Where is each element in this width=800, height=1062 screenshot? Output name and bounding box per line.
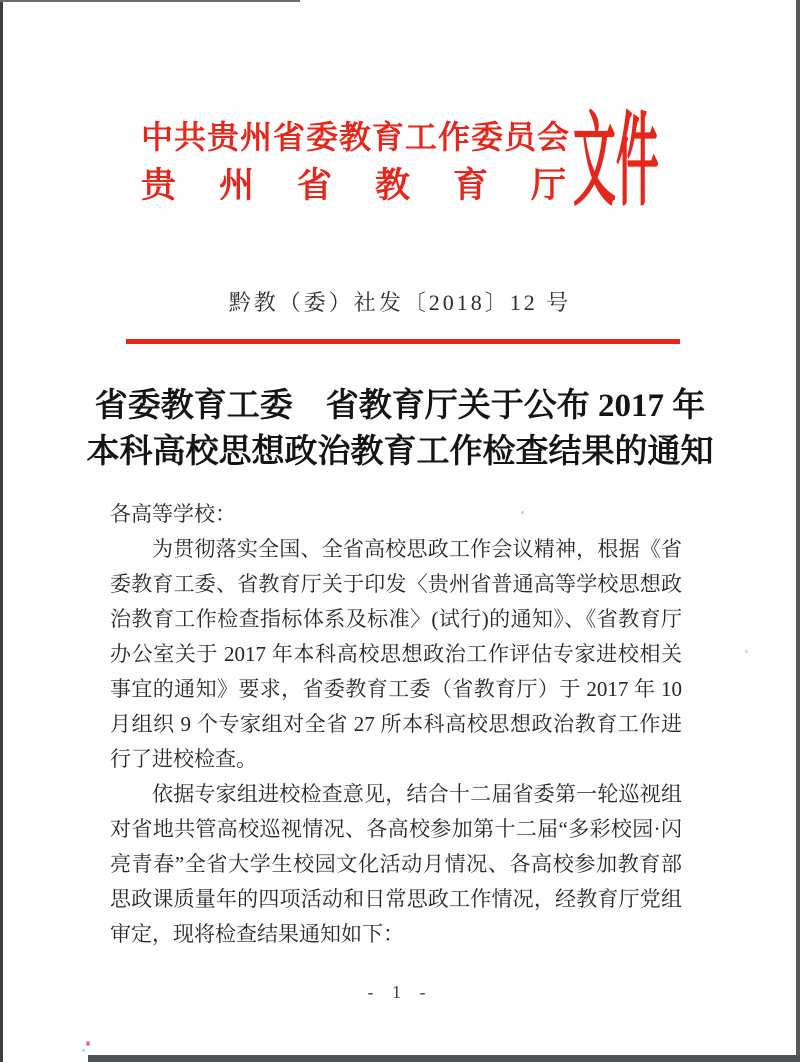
- document-number: 黔教（委）社发〔2018〕12 号: [228, 290, 572, 315]
- header-divider-line: [126, 339, 680, 344]
- body-text-line: 对省地共管高校巡视情况、各高校参加第十二届“多彩校园·闪: [110, 817, 682, 841]
- body-text-line: 亮青春”全省大学生校园文化活动月情况、各高校参加教育部: [110, 852, 682, 876]
- body-text-line: 依据专家组进校检查意见，结合十二届省委第一轮巡视组: [152, 782, 682, 806]
- letterhead: [0, 105, 800, 219]
- paragraph-1: [110, 532, 682, 777]
- body-text-line: 事宜的通知》要求，省委教育工委（省教育厅）于 2017 年 10: [110, 677, 682, 701]
- body-text-line: 月组织 9 个专家组对全省 27 所本科高校思想政治教育工作进: [110, 712, 682, 736]
- scan-edge-bottom: [88, 1055, 800, 1062]
- document-word-block: [573, 105, 659, 219]
- org-line-2: 贵州省教育厅: [141, 165, 610, 205]
- body-text-line: 治教育工作检查指标体系及标准〉(试行)的通知》、《省教育厅: [110, 607, 682, 631]
- issuing-organizations: [141, 118, 610, 206]
- body-text-line: 思政课质量年的四项活动和日常思政工作情况，经教育厅党组: [110, 887, 682, 911]
- document-title: [0, 383, 800, 475]
- scan-edge-top: [0, 0, 300, 2]
- scan-artifact: [745, 650, 748, 653]
- body-text-line: 为贯彻落实全国、全省高校思政工作会议精神，根据《省: [152, 537, 682, 561]
- title-line: 本科高校思想政治教育工作检查结果的通知: [86, 434, 714, 470]
- page-number: - 1 -: [367, 982, 433, 1002]
- body-text-line: 办公室关于 2017 年本科高校思想政治工作评估专家进校相关: [110, 642, 682, 666]
- document-word: 文件: [573, 105, 659, 219]
- body-text-line: 行了进校检查。: [110, 747, 257, 771]
- org-line-1: 中共贵州省委教育工作委员会: [141, 118, 571, 155]
- document-body: [110, 497, 682, 952]
- salutation: 各高等学校：: [110, 502, 236, 526]
- scan-artifact: [82, 1049, 85, 1052]
- body-text-line: 审定，现将检查结果通知如下：: [110, 922, 404, 946]
- paragraph-2: [110, 777, 682, 952]
- title-line: 省委教育工委 省教育厅关于公布 2017 年: [94, 388, 706, 424]
- body-text-line: 委教育工委、省教育厅关于印发〈贵州省普通高等学校思想政: [110, 572, 682, 596]
- scan-artifact: [86, 1041, 90, 1046]
